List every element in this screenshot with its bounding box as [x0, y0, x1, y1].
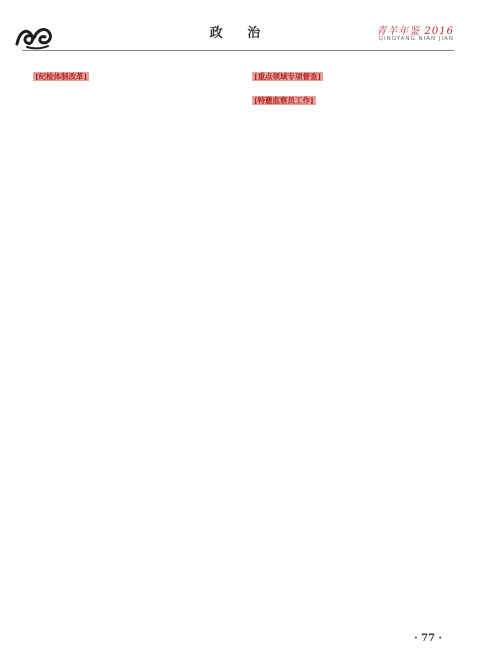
yearbook-logo-icon [14, 24, 54, 50]
right-column [252, 60, 452, 630]
page-number: · 77 · [414, 633, 442, 644]
section-tag: [ 特邀监察员工作 ] [252, 96, 316, 105]
page-header [0, 0, 480, 60]
left-column [33, 60, 233, 630]
section-special-supervisors [252, 94, 452, 108]
yearbook-title: 青羊年鉴 2016 [376, 26, 454, 37]
section-heading-line [252, 70, 452, 84]
section-tag: [ 纪检体制改革 ] [33, 72, 89, 81]
section-title: 政 治 [209, 26, 271, 41]
section-heading-line [33, 70, 233, 84]
section-heading-line [252, 94, 452, 108]
yearbook-subtitle: QINGYANG NIAN JIAN [378, 36, 454, 42]
section-tag: [ 重点领域专项督查 ] [252, 72, 323, 81]
section-special-inspection [252, 70, 452, 84]
section-discipline-reform [33, 70, 233, 84]
header-rule [22, 50, 454, 51]
